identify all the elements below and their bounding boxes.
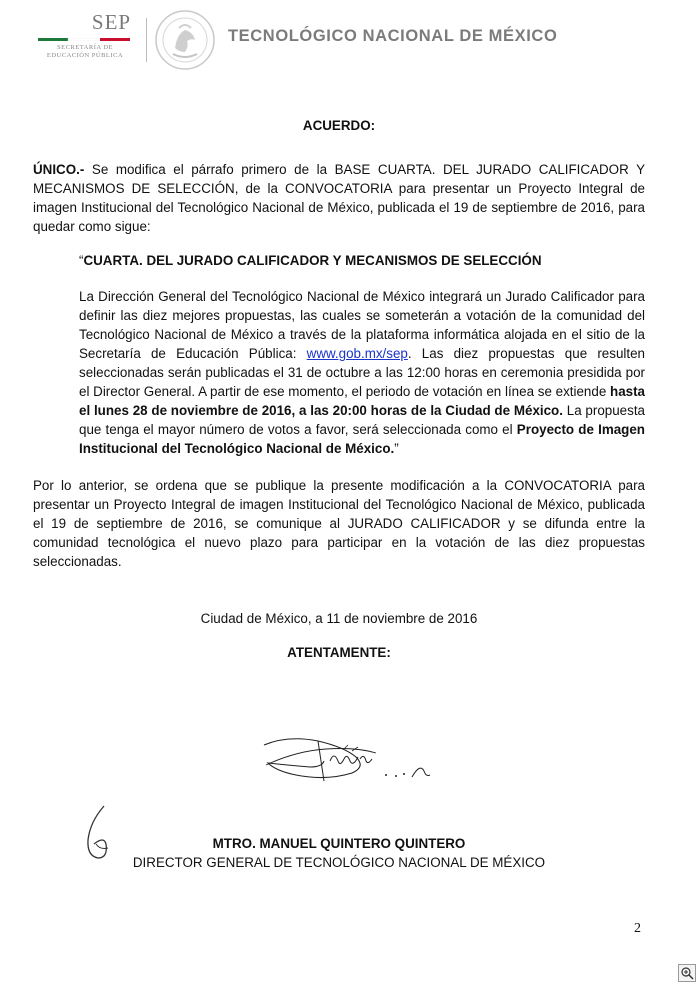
paragraph-order: Por lo anterior, se ordena que se publique la presente modificación a la CONVOCATORIA para presentar un Proyecto Integral de imagen Institucional del Tecnológico Nacional de México, publicada el 19 de septiembre de 2016, se comunique al JURADO CALIFICADOR y se difunda entre la comunidad tecnológica el nuevo plazo para participar en la votación de las diez propuestas seleccionadas. [33, 478, 645, 569]
header-divider [146, 18, 147, 62]
quote-title [79, 251, 645, 270]
quote-title-text: CUARTA. DEL JURADO CALIFICADOR Y MECANISMOS DE SELECCIÓN [83, 253, 542, 268]
page-number: 2 [634, 921, 641, 936]
sep-website-link[interactable]: www.gob.mx/sep [306, 346, 408, 361]
signer-title: DIRECTOR GENERAL DE TECNOLÓGICO NACIONAL DE MÉXICO [132, 855, 546, 870]
flag-stripe-icon [38, 38, 130, 41]
document-body [33, 100, 645, 662]
unico-label: ÚNICO.- [33, 162, 85, 177]
quote-body: La Dirección General del Tecnológico Nacional de México integrará un Jurado Calificador para definir las diez mejores propuestas, las cuales se someterán a votación de la comunidad del Tecnológico Nacional de México a través de la plataforma informática alojada en el sitio de la Secretaría de Educación Pública: www.gob.mx/sep. Las diez propuestas que resulten seleccionadas serán publicadas el 31 de octubre a las 12:00 horas en ceremonia presidida por el Director General. A partir de ese momento, el periodo de votación en línea se extiende hasta el lunes 28 de noviembre de 2016, a las 20:00 horas de la Ciudad de México. La propuesta que tenga el mayor número de votos a favor, será seleccionada como el Proyecto de Imagen Institucional del Tecnológico Nacional de México.” [79, 289, 645, 456]
deadline-text: hasta el lunes 28 de noviembre de 2016, a las 20:00 horas de la Ciudad de México. [79, 384, 645, 418]
sep-wordmark: SEP [91, 10, 132, 34]
agreement-heading: ACUERDO: [302, 118, 376, 133]
zoom-button[interactable] [678, 964, 696, 982]
mexican-coat-of-arms-icon [153, 8, 217, 72]
zoom-in-icon [679, 965, 695, 981]
quote-open-mark: “ [79, 253, 84, 268]
sep-logo [30, 10, 140, 62]
date-line: Ciudad de México, a 11 de noviembre de 2016 [200, 611, 478, 626]
institution-title: TECNOLÓGICO NACIONAL DE MÉXICO [228, 27, 558, 45]
signature-icon [226, 705, 454, 831]
paragraph-unico [33, 160, 645, 236]
closing-atentamente: ATENTAMENTE: [287, 645, 391, 660]
signature-area [226, 705, 454, 831]
signer-name: MTRO. MANUEL QUINTERO QUINTERO [212, 836, 466, 851]
sep-subtitle: SECRETARÍA DE EDUCACIÓN PÚBLICA [46, 44, 124, 59]
letterhead [0, 0, 700, 70]
unico-text: Se modifica el párrafo primero de la BASE CUARTA. DEL JURADO CALIFICADOR Y MECANISMOS DE SELECCIÓN, de la CONVOCATORIA para presentar un Proyecto Integral de imagen Institucional del Tecnológico Nacional de México, publicada el 19 de septiembre de 2016, para quedar como sigue: [33, 162, 645, 234]
signer-block [33, 834, 645, 872]
project-name-text: Proyecto de Imagen Institucional del Tecnológico Nacional de México. [79, 422, 645, 456]
